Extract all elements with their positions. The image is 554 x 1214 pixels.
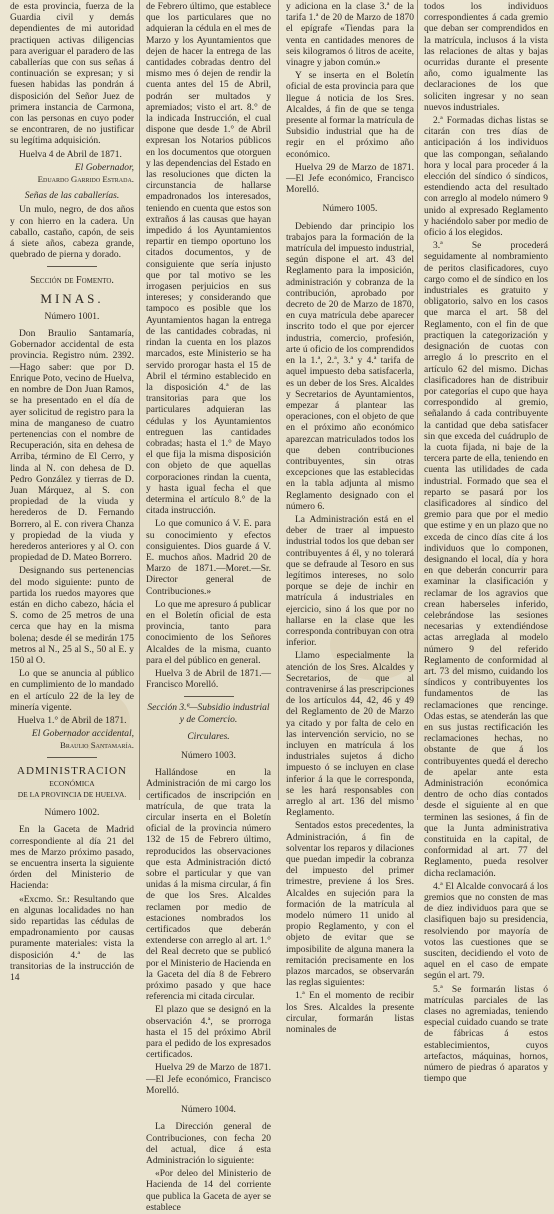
section-subheading: ECONÓMICA — [49, 778, 95, 788]
column-2 — [142, 0, 275, 1213]
paragraph: 3.ª Se procederá seguidamente al nombramiento de peritos clasificadores, cuyo cargo como el de síndico en los industriales es gratuito y obligatorio, salvo en los casos que marca el art. 58 del Reglamento, con el fin de que practiquen la categorización y designación de cuotas con arreglo á lo prescrito en el artículo 62 del mismo. Dichas clasificadores han de distribuir por categorías el cupo que haya correspondido al gremio, señalando á cada contribuyente la cantidad que deba satisfacer sin que exceda del cuádruplo de la cuota fijada, ni baje de la tercera parte de ella, teniendo en cuenta las utilidades de cada industrial. Formado que sea el reparto se pasará por los clasificadores al síndico del gremio para que por el medio que estime y en un plazo que no exceda de cinco días cite á los individuos que lo componen, designando el local, día y hora en que deberán concurrir para examinar la clasificación y reclamar de los agravios que crean haberseles inferido, celebrándose las sesiones necesarias y extendiéndose actas arreglada al modelo número 9 del referido Reglamento de conformidad al art. 73 del mismo, cuidando los síndicos y contribuyentes los fundamentos de las reclamaciones que rencinge. Odas estas, se atenderán las que en sus justas rectificación les reclamaciones hechas, no obstante de que á los contribuyentes quedá el derecho de apelar ante esta Administración económica dentro de ocho días contados desde el siguiente al en que terminen las sesiones, á fin de que la Junta administrativa constituida en la capital, de conformidad al art. 77 del Reglamento, pueda resolver dicha reclamación. — [424, 241, 548, 879]
paragraph: «Excmo. Sr.: Resultando que en algunas localidades no han sido repartidas las cédulas de empadronamiento por causas puramente materiales: vista la disposición 4.ª de las transitorias de la instrucción de 14 — [10, 894, 134, 984]
paragraph: de Febrero último, que establece que los particulares que no adquieran la cédula en el mes de Marzo y los Ayuntamientos que dejen de hacer la entrega de las cantidades cobradas dentro del mismo mes ó dejen de rendir la cuenta antes del 15 de Abril, podrán ser multados y apremiados; visto el art. 8.° de la indicada Instrucción, el cual dispone que desde 1.° de Abril expresan los Notarios públicos en los documentos que otorguen y las dependencias del Estado en las resoluciones que dicten la circunstancia de hallarse empadronados los interesados, teniendo en cuenta que estos son extraños á las causas que hayan impedido á los Ayuntamientos repartir en tiempo oportuno los citados documentos, y de consiguiente que sería injusto que por tal motivo se les irrogasen perjuicios en sus intereses; y considerando que tampoco es posible que los Ayuntamientos hagan la entrega de las cantidades cobradas, ni rindan la cuenta en los plazos marcados, este Ministerio se ha servido prorogar hasta el 15 de Abril el término establecido en la disposición 4.ª de las transitorias para que los particulares adquieran las cédulas y los Ayuntamientos entreguen las cantidades cobradas; hasta el 1.° de Mayo el que fija la misma disposición con objeto de que aquellas corporaciones rindan la cuenta, y hasta igual fecha el que determina el artículo 8.° de la citada instrucción. — [146, 2, 271, 517]
date-line: Huelva 1.° de Abril de 1871. — [17, 715, 127, 726]
column-3 — [282, 0, 418, 1036]
date-line: Huelva 29 de Marzo de 1871.—El Jefe económico, Francisco Morelló. — [146, 1063, 271, 1096]
paragraph: Lo que me apresuro á publicar en el Boletín oficial de esta provincia, tanto para conocimiento de los Señores Alcaldes de la misma, cuanto para el del público en general. — [146, 599, 271, 666]
section-heading: ADMINISTRACION — [17, 764, 127, 777]
signature-name: Braulio Santamaría. — [59, 740, 134, 751]
paragraph: En la Gaceta de Madrid correspondiente al día 21 del mes de Marzo próximo pasado, se encuentra inserta la siguiente órden del Ministerio de Hacienda: — [10, 825, 134, 892]
subheading: Circulares. — [187, 731, 230, 742]
paragraph: todos los individuos correspondientes á cada gremio que deban ser comprendidos en la matrícula, inclusos á la vista las relaciones de altas y bajas ocurridas durante el presente año, como igualmente las declaraciones de los que soliciten ingresar y no sean nuevos industriales. — [424, 2, 548, 113]
notice-number: Número 1002. — [44, 808, 100, 819]
column-rule — [278, 0, 279, 800]
separator — [184, 696, 234, 697]
date-line: Huelva 29 de Marzo de 1871.—El Jefe económico, Francisco Morelló. — [286, 162, 414, 196]
paragraph: de esta provincia, fuerza de la Guardia civil y demás dependientes de mi autoridad practiquen activas diligencias para averiguar el paradero de las caballerías que con sus señas á continuación se expresan; y si fuesen habidas las pondrán á disposición del Señor Juez de primera instancia de Carmona, con las personas en cuyo poder se encontraren, de no justificar su legítima adquisición. — [10, 2, 134, 147]
notice-number: Número 1005. — [322, 204, 378, 215]
date-line: Huelva 4 de Abril de 1871. — [19, 149, 122, 160]
separator — [47, 266, 97, 267]
signature-name: Eduardo Garrido Estrada. — [37, 174, 134, 185]
paragraph: «Por deleo del Ministerio de Hacienda de 14 del corriente que publica la Gaceta de ayer se establece — [146, 1169, 271, 1213]
separator — [47, 757, 97, 758]
paragraph: 4.ª El Alcalde convocará á los gremios que no consten de mas de diez individuos para que se clasifiquen bajo su presidencia, resolviendo por mayoría de votos las cuestiones que se susciten, decidiendo el voto de aquel en el caso de empate según el art. 79. — [424, 881, 548, 982]
paragraph: 5.ª Se formarán listas ó matrículas parciales de las clases no agremiadas, teniendo especial cuidado cuando se trate de fábricas á estos establecimientos, cuyos artefactos, máquinas, hornos, número de piedras ó aparatos y tiempo que — [424, 984, 548, 1085]
notice-number: Número 1003. — [181, 751, 236, 761]
notice-number: Número 1001. — [44, 311, 100, 322]
paragraph: Hallándose en la Administración de mi cargo los certificados de inscripción en matrícula, de que trata la circular inserta en el Boletín oficial de la provincia número 132 de 15 de Febrero último, reproducidos las observaciones que esta Administración dictó sobre el particular y que van unidas á la misma circular, á fin de que los Sres. Alcaldes reclamen por medio de estaciones nombrados los certificados que deberán extenderse con arreglo al art. 1.° del Real decreto que se publicó por el Ministerio de Hacienda en la Gaceta del día 8 de Febrero próximo pasado y que hace referencia mi citada circular. — [146, 768, 271, 1003]
paragraph: y adiciona en la clase 3.ª de la tarifa 1.ª de 20 de Marzo de 1870 el epígrafe «Tiendas para la venta en cantidades menores de seis kilogramos ó litros de aceite, vinagre y jabon común.» — [286, 2, 414, 69]
section-subheading: DE LA PROVINCIA DE HUELVA. — [17, 790, 127, 799]
column-rule — [139, 0, 140, 800]
paragraph: El plazo que se designó en la observación 4.ª, se prorroga hasta el 15 del próximo Abril para el pedido de los expresados certificados. — [146, 1005, 271, 1061]
column-1 — [6, 0, 138, 984]
section-heading: MINAS. — [40, 290, 104, 306]
column-4 — [420, 0, 552, 1085]
paragraph: Un mulo, negro, de dos años y con hierro en la cadera. Un caballo, castaño, capón, de seis á siete años, cabeza grande, quebrado de pierna y dorado. — [10, 205, 134, 261]
date-line: Huelva 3 de Abril de 1871.—Francisco Morelló. — [146, 668, 271, 691]
paragraph: La Administración está en el deber de traer al impuesto industrial todos los que deban ser contribuyentes á él, y no tolerará que se defraude al Tesoro en sus legítimos intereses, no solo porque se deje de inchir en matrícula á industriales en ejercicio, sino á los que por no hallarse en la clase que les corresponda contribuyan con otra inferior. — [286, 514, 414, 649]
paragraph: Llamo especialmente la atención de los Sres. Alcaldes y Secretarios, de que al contravenirse á las prescripciones de los artículos 44, 42, 46 y 49 del Reglamento de 20 de Marzo ya citado y por falta de celo en las intervención servicio, no se incluyen en matrícula á los industriales sujetos á dicho impuesto ó se incluyen en clase inferior á la que le corresponda, se les hará responsables con arreglo al art. 136 del mismo Reglamento. — [286, 651, 414, 819]
paragraph: Lo que comunico á V. E. para su conocimiento y efectos consiguientes. Dios guarde á V. E. muchos años. Madrid 20 de Marzo de 1871.—Moret.—Sr. Director general de Contribuciones.» — [146, 519, 271, 597]
section-title: Sección de Fomento. — [30, 275, 114, 287]
paragraph: La Dirección general de Contribuciones, con fecha 20 del actual, dice á esta Administración lo siguiente: — [146, 1122, 271, 1166]
notice-number: Número 1004. — [181, 1105, 236, 1116]
paragraph: Lo que se anuncia al público en cumplimiento de lo mandado en el artículo 22 de la ley de minería vigente. — [10, 669, 134, 713]
paragraph: 1.ª En el momento de recibir los Sres. Alcaldes la presente circular, formarán listas nominales de — [286, 991, 414, 1036]
paragraph: Don Braulio Santamaría, Gobernador accidental de esta provincia. Registro núm. 2392.—Hago saber: que por D. Enrique Poto, vecino de Huelva, en nombre de Don Juan Ramos, se ha presentado en el día de ayer solicitud de registro para la mina de manganeso de cuatro pertenencias con el nombre de Recuperación, sita en dehesa de Arriba, término de El Cerro, y linda al N. con dehesa de D. Pedro González y tierras de D. Juan Márquez, al S. con propiedad de la viuda y herederos de D. Fernando Borrero, al E. con rivera Chanza y propiedad de la viuda y herederos anteriores y al O. con propiedad de D. Mateo Borrero. — [10, 329, 134, 564]
paragraph: Debiendo dar principio los trabajos para la formación de la matrícula del impuesto industrial, según dispone el art. 43 del Reglamento para la imposición, administración y cobranza de la contribución, aprobado por decreto de 20 de Marzo de 1870, en cuya matrícula debe aparecer inscrito todo el que por ejercer industria, comercio, profesión, arte ú oficio de los comprendidos en la 1.ª, 2.ª, 3.ª y 4.ª tarifa de aquel impuesto deba satisfacerla, es un deber de los Sres. Alcaldes y Secretarios de Ayuntamientos, empezar á plantear las operaciones, con el objeto de que en el próximo año económico aparezcan matriculados todos los que deben contribuciones contribuyentes, sin otras excepciones que las establecidas en la tabla adjunta al mismo Reglamento designado con el número 6. — [286, 221, 414, 512]
paragraph: Designando sus pertenencias del modo siguiente: punto de partida los ruedos mayores que están en dicho cabezo, hácia el S. como de 25 metros de una cerca que hay en la misma bolena; desde él se medirán 175 metros al N., 25 al S., 50 al E. y 150 al O. — [10, 566, 134, 666]
signature-title: El Gobernador accidental, — [31, 729, 134, 740]
subheading: Señas de las caballerías. — [24, 191, 120, 202]
paragraph: 2.ª Formadas dichas listas se citarán con tres días de anticipación á los individuos que las compongan, señalando hora y local para proceder á la elección del síndico ó síndicos, estendiendo acta del resultado con arreglo al modelo número 9 unido al expresado Reglamento y haciéndolo saber por medio de oficio á los elegidos. — [424, 116, 548, 239]
section-title: Sección 3.ª—Subsidio industrial y de Comercio. — [147, 703, 270, 725]
paragraph: Y se inserta en el Boletín oficial de esta provincia para que llegue á noticia de los Sres. Alcaldes, á fin de que se tenga presente al formar la matrícula de Subsidio industrial que ha de regir en el próximo año económico. — [286, 71, 414, 160]
signature-title: El Gobernador, — [74, 162, 134, 173]
paragraph: Sentados estos precedentes, la Administración, á fin de solventar los reparos y dilaciones que puedan impedir la cobranza del impuesto del primer trimestre, previene á los Sres. Alcaldes en sujeción para la formación de la matrícula al modelo número 11 unido al propio Reglamento, y con el objeto de evitar que se imposibilite de alguna manera la remitación precisamente en los plazos marcados, se observarán las reglas siguientes: — [286, 821, 414, 989]
